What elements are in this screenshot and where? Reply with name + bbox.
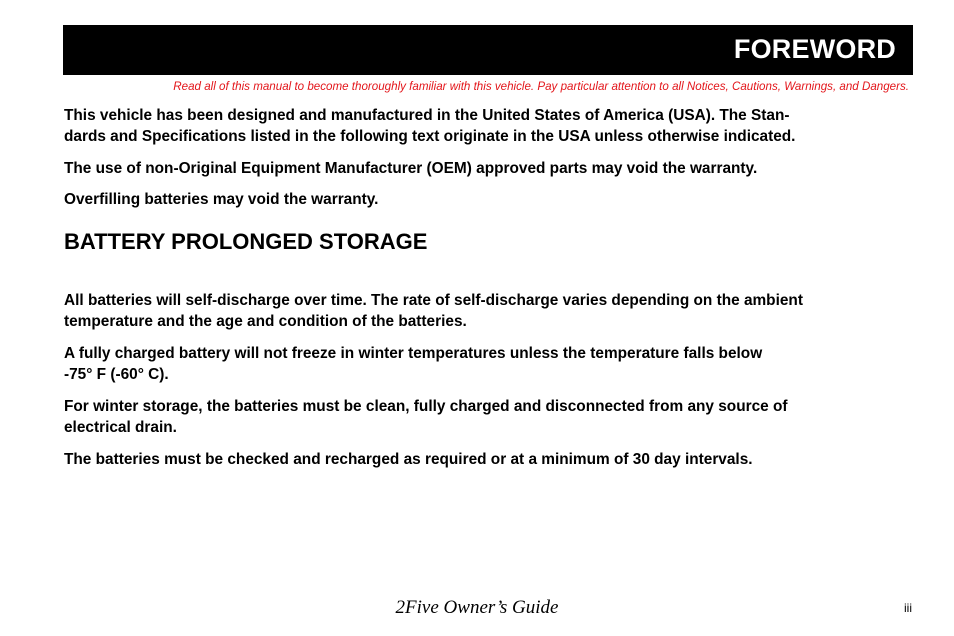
paragraph-self-discharge xyxy=(64,290,914,332)
paragraph-line: A fully charged battery will not freeze in winter temperatures unless the temperature falls below xyxy=(64,345,763,362)
header-bar xyxy=(63,25,913,75)
paragraph-line: temperature and the age and condition of the batteries. xyxy=(64,313,467,330)
notice-text: Read all of this manual to become thoroughly familiar with this vehicle. Pay particular attention to all Notices, Cautions, Warnings, and Dangers. xyxy=(173,80,909,93)
section-heading-battery-storage: BATTERY PROLONGED STORAGE xyxy=(64,229,428,254)
paragraph-usa-design xyxy=(64,105,914,147)
page-title: FOREWORD xyxy=(733,34,896,64)
paragraph-line: For winter storage, the batteries must be clean, fully charged and disconnected from any source of xyxy=(64,398,788,415)
paragraph-oem-parts xyxy=(64,158,914,179)
paragraph-freeze xyxy=(64,343,914,385)
footer-guide-title: 2Five Owner’s Guide xyxy=(395,597,559,618)
paragraph-line: Overfilling batteries may void the warranty. xyxy=(64,191,379,208)
paragraph-line: The use of non-Original Equipment Manufacturer (OEM) approved parts may void the warranty. xyxy=(64,160,758,177)
paragraph-line: All batteries will self-discharge over time. The rate of self-discharge varies depending on the ambient xyxy=(64,292,803,309)
paragraph-line: electrical drain. xyxy=(64,419,177,436)
page-number: iii xyxy=(904,601,912,615)
paragraph-line: -75° F (-60° C). xyxy=(64,366,169,383)
paragraph-line: dards and Specifications listed in the following text originate in the USA unless otherwise indicated. xyxy=(64,128,796,145)
paragraph-winter-storage xyxy=(64,396,914,438)
paragraph-line: This vehicle has been designed and manufactured in the United States of America (USA). The Stan- xyxy=(64,107,790,124)
paragraph-recharge-interval xyxy=(64,449,914,470)
paragraph-overfilling xyxy=(64,189,914,210)
paragraph-line: The batteries must be checked and recharged as required or at a minimum of 30 day intervals. xyxy=(64,451,753,468)
